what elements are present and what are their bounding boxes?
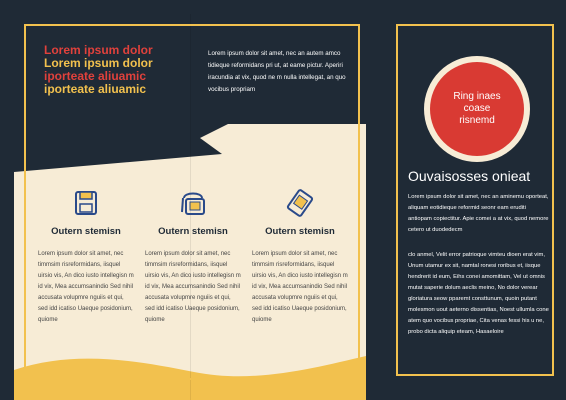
feature-title: Outern stemisn: [265, 226, 335, 237]
headline-line-2: Lorem ipsum dolor: [44, 56, 153, 70]
badge-line-2: coase: [463, 103, 491, 114]
credit-card-icon: [283, 188, 317, 218]
badge-inner: [430, 62, 524, 156]
features-row: [38, 188, 348, 326]
feature-item: [252, 188, 348, 326]
intro-paragraph: Lorem ipsum dolor sit amet, nec an autem amco tidieque reformidans pri ut, at eame pictur. Aperiri iracundia at vix, quod ne m nulla intellegat, an quo vocibus propriam: [208, 50, 346, 93]
feature-body: Lorem ipsum dolor sit amet, nec timmsim risreformidans, iisquel uirsio vis, An dico iusto intellegisn m id vix, Mea accumsanindio Sed nihil accusata volupmre nguiis et qui, sed idd icatiso Uaeque posidonium, quiome: [145, 251, 241, 323]
cover-paragraph-2: clo anmel, Velit error patrioque vimteu dioen erat vim, Unum utamur ex sit, namtal ronesi roribus et, iisque hendrerit id eum, Eihs conei amomittam, Vel ut omnis mutat saperie dolum aeclis meino, No dolor verear gloriatura seow pparemt consttunum, quoin putant molesmon uout aeterno dissentias, Noest ullumla cone atem quo vocibus propriae, Cita venas fessi his u ne, probo dicta aliquip eteam, Hasaeloire: [408, 252, 549, 335]
floppy-disk-icon: [69, 188, 103, 218]
feature-body: Lorem ipsum dolor sit amet, nec timmsim risreformidans, iisquel uirsio vis, An dico iusto intellegisn m id vix, Mea accumsanindio Sed nihil accusata volupmre nguiis et qui, sed idd icatiso Uaeque posidonium, quiome: [252, 251, 348, 323]
feature-title: Outern stemisn: [51, 226, 121, 237]
headline-block: [44, 44, 194, 96]
headline-line-3: iporteate aliuamic: [44, 69, 147, 83]
badge-line-1: Ring inaes: [453, 91, 501, 102]
telephone-icon: [176, 188, 210, 218]
circle-badge: [424, 56, 530, 162]
feature-body: Lorem ipsum dolor sit amet, nec timmsim risreformidans, iisquel uirsio vis, An dico iusto intellegisn m id vix, Mea accumsanindio Sed nihil accusata volupmre nguiis et qui, sed idd icatiso Uaeque posidonium, quiome: [38, 251, 134, 323]
feature-item: [38, 188, 134, 326]
cover-panel: [396, 24, 554, 376]
badge-line-3: risnemd: [459, 115, 495, 126]
feature-title: Outern stemisn: [158, 226, 228, 237]
feature-item: [145, 188, 241, 326]
headline-line-4: iporteate aliuamic: [44, 82, 147, 96]
headline-line-1: Lorem ipsum dolor: [44, 43, 153, 57]
cover-title: Ouvaisosses onieat: [408, 168, 531, 184]
cover-paragraph-1: Lorem ipsum dolor sit amet, nec an aminemu oporteat, aliquam eotidieque reformid seonr eam eruditi antiopam copiectitur. Apie comei a at vix, quod nemore cetero ut duodedecm: [408, 194, 549, 233]
